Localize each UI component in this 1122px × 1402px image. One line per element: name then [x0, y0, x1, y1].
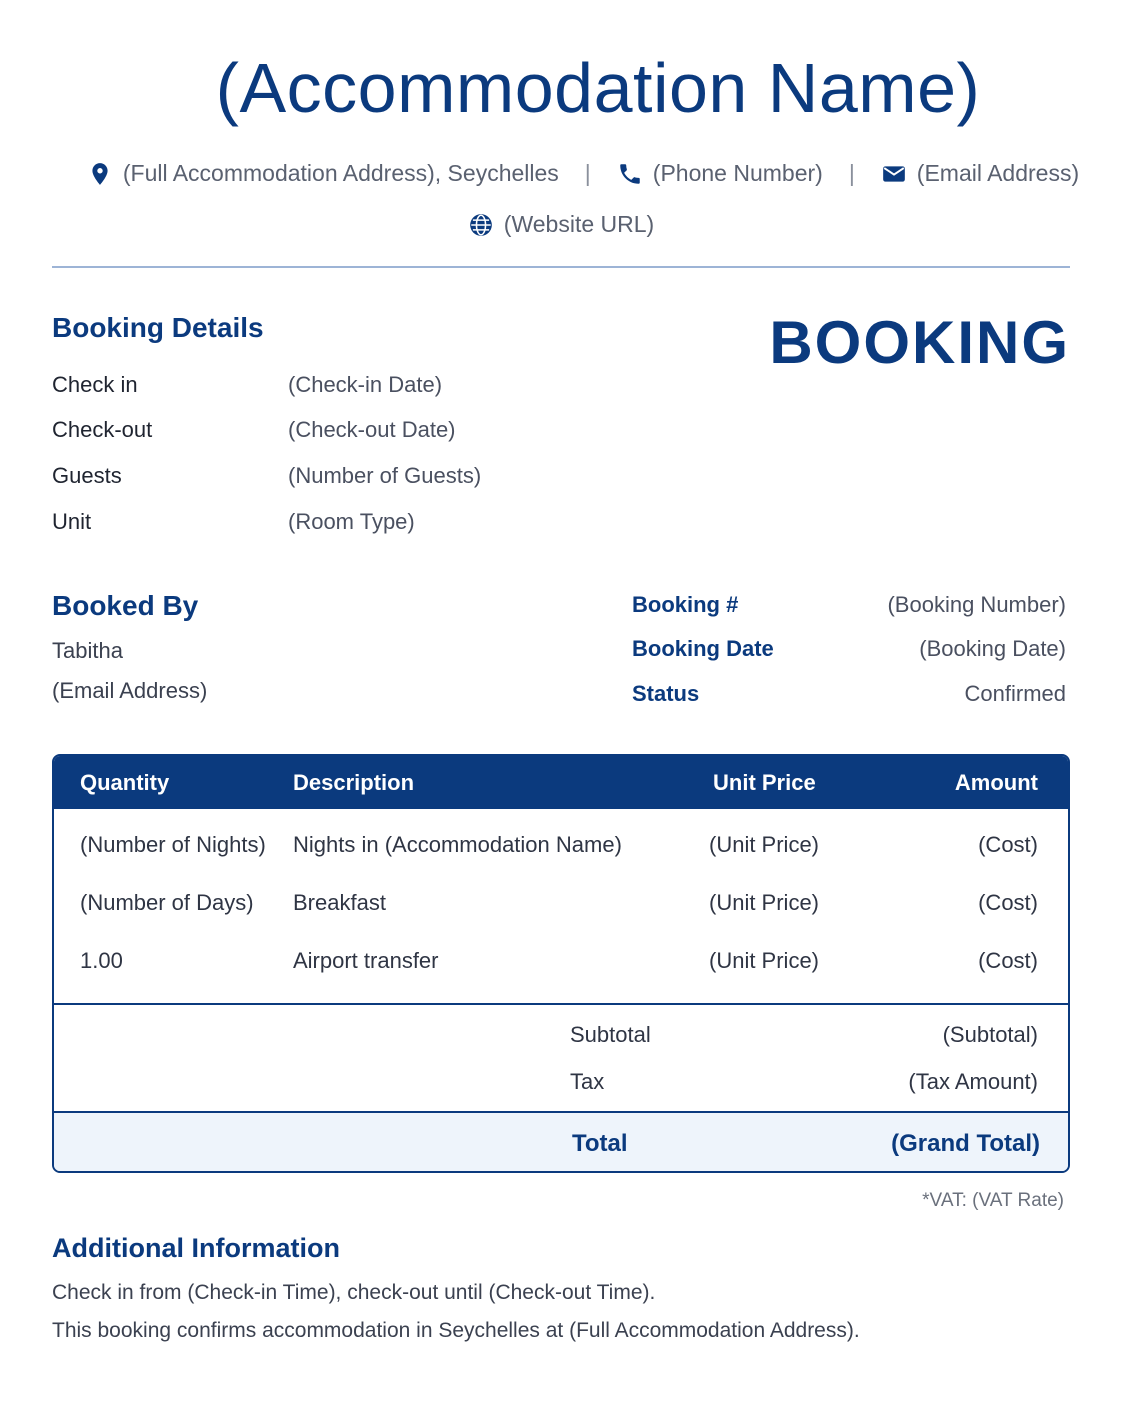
column-header-amount: Amount: [954, 770, 1038, 795]
quantity-cell: 1.00: [80, 948, 123, 973]
unit-price-cell: (Unit Price): [709, 948, 820, 973]
separator: |: [584, 160, 591, 186]
website-row: [0, 211, 1122, 238]
booked-by-heading: Booked By: [52, 590, 199, 621]
guest-name: Tabitha: [52, 638, 123, 663]
column-header-quantity: Quantity: [80, 770, 170, 795]
detail-label: Check in: [52, 372, 138, 397]
additional-info-heading: Additional Information: [52, 1233, 340, 1263]
address-item: [87, 160, 559, 187]
mail-icon: [881, 161, 907, 187]
phone-text: (Phone Number): [652, 160, 823, 186]
column-header-unit-price: Unit Price: [713, 770, 816, 795]
phone-item: [617, 160, 823, 187]
separator: |: [848, 160, 855, 186]
booking-number-label: Booking #: [632, 592, 739, 617]
booking-items-table: [52, 754, 1070, 1173]
detail-value: (Check-in Date): [288, 372, 443, 397]
unit-price-cell: (Unit Price): [709, 890, 820, 915]
website-text: (Website URL): [503, 211, 655, 237]
detail-label: Guests: [52, 463, 122, 488]
table-header: [54, 756, 1068, 809]
column-header-description: Description: [293, 770, 415, 795]
description-cell: Nights in (Accommodation Name): [293, 832, 622, 857]
amount-cell: (Cost): [978, 832, 1038, 857]
location-pin-icon: [87, 161, 113, 187]
status-value: Confirmed: [964, 681, 1066, 706]
page-title: (Accommodation Name): [215, 49, 981, 127]
contact-row: [22, 160, 1122, 187]
detail-value: (Check-out Date): [288, 417, 456, 442]
website-item: [468, 211, 654, 238]
email-item: [881, 160, 1079, 187]
vat-note: *VAT: (VAT Rate): [922, 1190, 1064, 1211]
booking-date-label: Booking Date: [632, 636, 774, 661]
amount-cell: (Cost): [978, 948, 1038, 973]
tax-value: (Tax Amount): [908, 1069, 1038, 1094]
total-row: [54, 1113, 1068, 1173]
detail-label: Unit: [52, 509, 92, 534]
header-divider: [52, 266, 1070, 268]
guest-email: (Email Address): [52, 678, 208, 703]
email-text: (Email Address): [916, 160, 1080, 186]
status-label: Status: [632, 681, 700, 706]
unit-price-cell: (Unit Price): [709, 832, 820, 857]
additional-info-line: This booking confirms accommodation in Seychelles at (Full Accommodation Address).: [52, 1319, 860, 1342]
total-label: Total: [572, 1130, 628, 1157]
table-divider: [54, 1003, 1068, 1005]
description-cell: Airport transfer: [293, 948, 439, 973]
quantity-cell: (Number of Days): [80, 890, 254, 915]
booking-details-heading: Booking Details: [52, 312, 264, 343]
detail-label: Check-out: [52, 417, 153, 442]
subtotal-value: (Subtotal): [942, 1022, 1038, 1047]
detail-value: (Number of Guests): [288, 463, 482, 488]
booking-date-value: (Booking Date): [919, 636, 1066, 661]
document-type-title: BOOKING: [769, 309, 1070, 376]
globe-icon: [468, 212, 494, 238]
detail-value: (Room Type): [288, 509, 415, 534]
additional-info-line: Check in from (Check-in Time), check-out until (Check-out Time).: [52, 1281, 656, 1304]
address-text: (Full Accommodation Address), Seychelles: [122, 160, 559, 186]
booking-number-value: (Booking Number): [887, 592, 1066, 617]
subtotal-label: Subtotal: [570, 1022, 651, 1047]
quantity-cell: (Number of Nights): [80, 832, 266, 857]
total-value: (Grand Total): [891, 1130, 1040, 1157]
tax-label: Tax: [570, 1069, 605, 1094]
description-cell: Breakfast: [293, 890, 386, 915]
phone-icon: [617, 161, 643, 187]
amount-cell: (Cost): [978, 890, 1038, 915]
